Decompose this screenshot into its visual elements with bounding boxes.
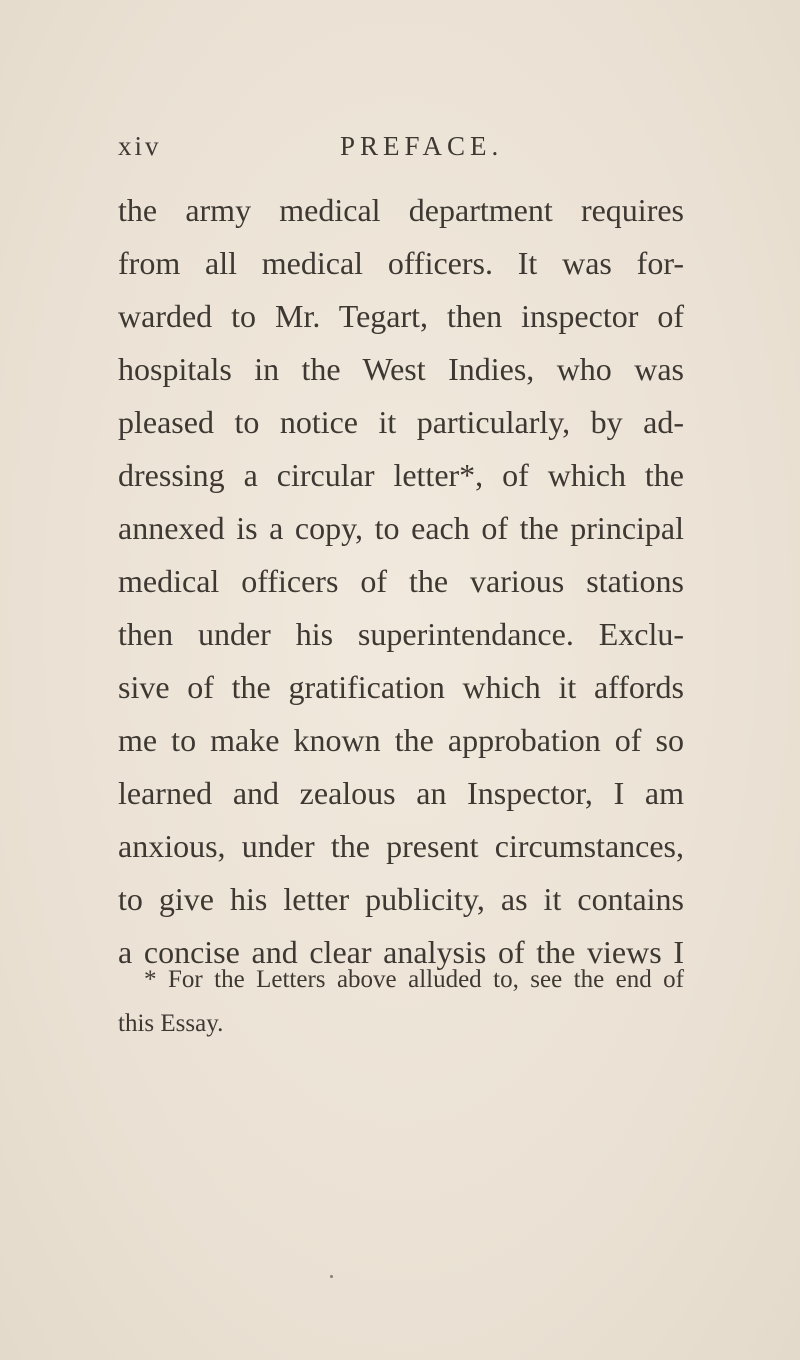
text-line: sive of the gratification which it affords <box>118 669 684 705</box>
text-line: medical officers of the various stations <box>118 563 684 599</box>
text-line: to give his letter publicity, as it contains <box>118 881 684 917</box>
footnote <box>118 958 684 1046</box>
text-line: the army medical department requires <box>118 192 684 228</box>
text-line: from all medical officers. It was for- <box>118 245 684 281</box>
body-text <box>118 184 684 979</box>
footnote-line: this Essay. <box>118 1010 224 1037</box>
footnote-line: * For the Letters above alluded to, see the end of <box>144 966 684 993</box>
text-line: pleased to notice it particularly, by ad- <box>118 404 684 440</box>
running-head: PREFACE. <box>340 131 504 161</box>
text-line: me to make known the approbation of so <box>118 722 684 758</box>
text-line: annexed is a copy, to each of the principal <box>118 510 684 546</box>
page-number: xiv <box>118 131 162 161</box>
text-line: anxious, under the present circumstances, <box>118 828 684 864</box>
page-header <box>118 128 688 168</box>
text-line: then under his superintendance. Exclu- <box>118 616 684 652</box>
text-line: learned and zealous an Inspector, I am <box>118 775 684 811</box>
text-line: warded to Mr. Tegart, then inspector of <box>118 298 684 334</box>
text-line: hospitals in the West Indies, who was <box>118 351 684 387</box>
paper-fleck <box>330 1275 333 1278</box>
text-line: dressing a circular letter*, of which the <box>118 457 684 493</box>
text-line: a concise and clear analysis of the views I <box>118 934 684 970</box>
